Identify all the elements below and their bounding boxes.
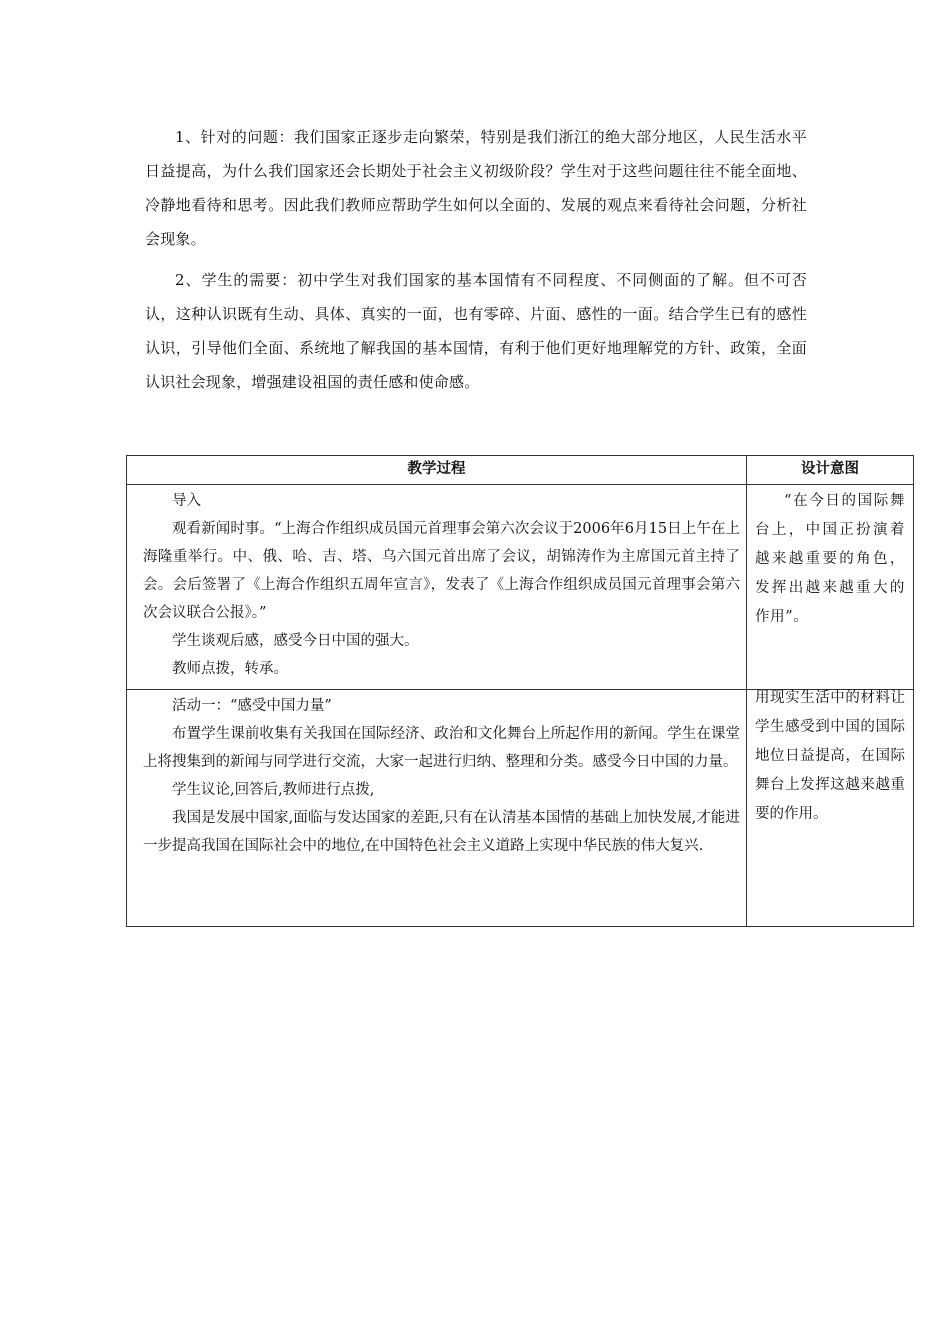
process-paragraph: 布置学生课前收集有关我国在国际经济、政治和文化舞台上所起作用的新闻。学生在课堂上将搜集到的新闻与同学进行交流，大家一起进行归纳、整理和分类。感受今日中国的力量。 <box>143 726 740 770</box>
header-design-intent: 设计意图 <box>747 456 914 485</box>
intro-paragraph-needs: 2、学生的需要：初中学生对我们国家的基本国情有不同程度、不同侧面的了解。但不可否认，这种认识既有生动、具体、真实的一面，也有零碎、片面、感性的一面。结合学生已有的感性认识，引导他们全面、系统地了解我国的基本国情，有利于他们更好地理解党的方针、政策，全面认识社会现象，增强建设祖国的责任感和使命感。 <box>145 271 807 391</box>
header-teaching-process: 教学过程 <box>127 456 747 485</box>
process-cell-activity-one <box>127 690 747 927</box>
process-paragraph: 学生议论,回答后,教师进行点拨, <box>172 782 375 798</box>
table-row <box>127 485 914 690</box>
process-heading: 活动一：“感受中国力量” <box>172 698 332 714</box>
process-cell-intro <box>127 485 747 690</box>
process-heading: 导入 <box>172 493 201 509</box>
intent-cell-intro <box>747 485 914 690</box>
intent-text: 用现实生活中的材料让学生感受到中国的国际地位日益提高，在国际舞台上发挥这越来越重要的作用。 <box>755 690 905 822</box>
process-paragraph: 观看新闻时事。“上海合作组织成员国元首理事会第六次会议于2006年6月15日上午在上海隆重举行。中、俄、哈、吉、塔、乌六国元首出席了会议，胡锦涛作为主席国元首主持了会。会后签署了《上海合作组织五周年宣言》，发表了《上海合作组织成员国元首理事会第六次会议联合公报》。” <box>143 521 740 621</box>
process-paragraph: 学生谈观后感，感受今日中国的强大。 <box>172 633 419 649</box>
intro-section <box>145 120 807 406</box>
process-paragraph: 我国是发展中国家,面临与发达国家的差距,只有在认清基本国情的基础上加快发展,才能进一步提高我国在国际社会中的地位,在中国特色社会主义道路上实现中华民族的伟大复兴. <box>143 810 740 854</box>
intent-cell-activity-one <box>747 690 914 927</box>
intent-text: “在今日的国际舞台上，中国正扮演着越来越重要的角色，发挥出越来越重大的作用”。 <box>755 493 905 625</box>
lesson-table <box>126 455 914 927</box>
process-paragraph: 教师点拨，转承。 <box>172 661 288 677</box>
table-row <box>127 690 914 927</box>
table-header-row <box>127 456 914 485</box>
intro-paragraph-problem: 1、针对的问题：我们国家正逐步走向繁荣，特别是我们浙江的绝大部分地区，人民生活水平日益提高，为什么我们国家还会长期处于社会主义初级阶段？学生对于这些问题往往不能全面地、冷静地看待和思考。因此我们教师应帮助学生如何以全面的、发展的观点来看待社会问题，分析社会现象。 <box>145 128 807 248</box>
